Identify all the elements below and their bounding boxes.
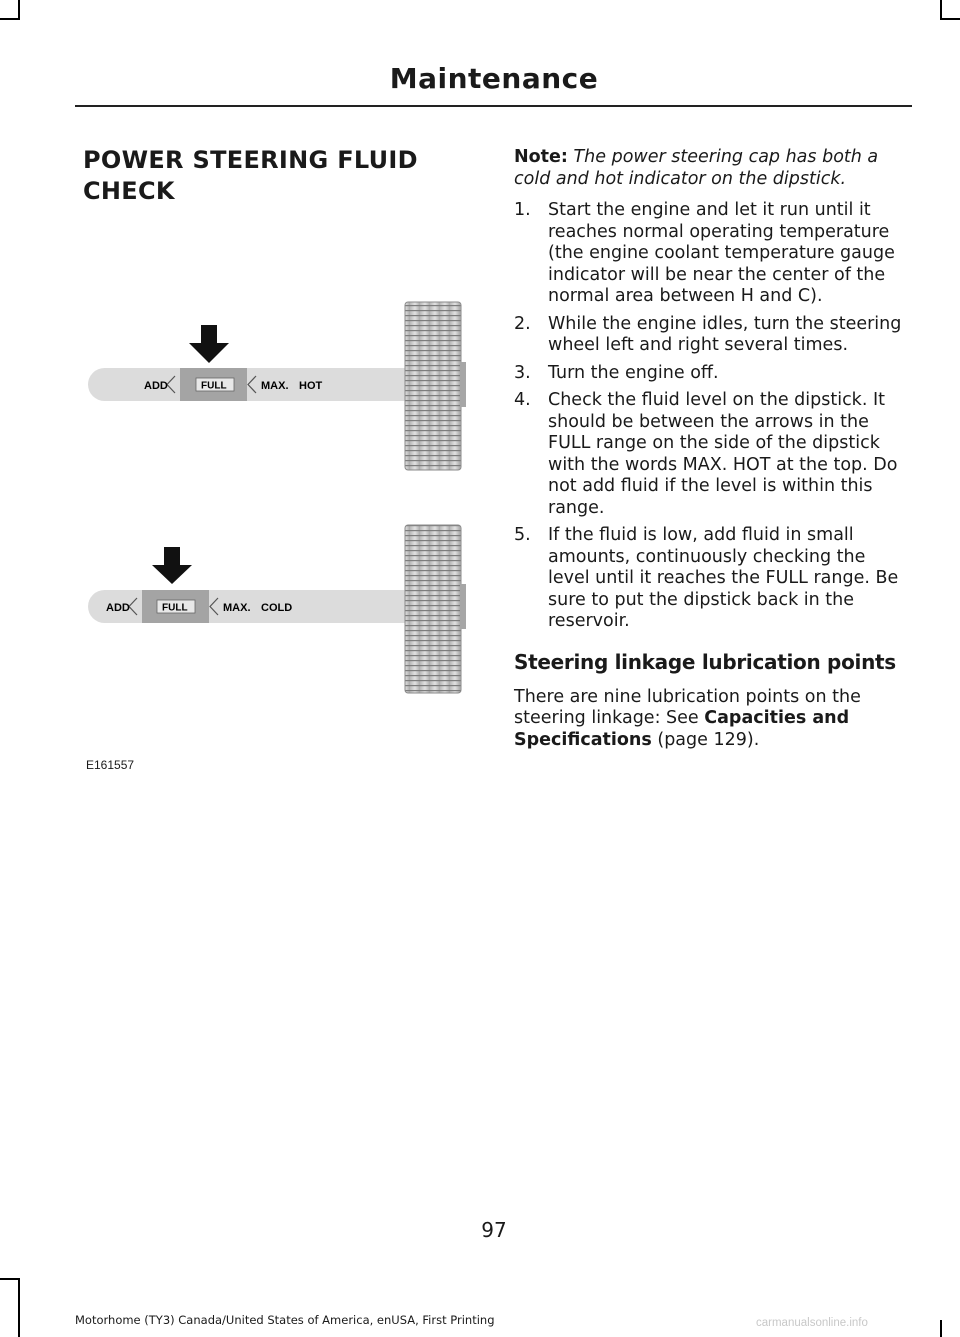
subsection-paragraph — [514, 687, 910, 752]
crop-mark — [18, 0, 20, 20]
list-item — [514, 314, 910, 357]
crop-mark — [940, 0, 942, 20]
crop-mark — [18, 1278, 20, 1337]
crop-mark — [940, 1320, 942, 1337]
header-divider — [75, 105, 912, 107]
step-text: Turn the engine off. — [548, 362, 719, 383]
hot-add-label: ADD — [144, 380, 168, 392]
step-number: 1. — [514, 200, 531, 220]
steps-list — [514, 200, 910, 633]
crop-mark — [0, 1278, 18, 1280]
hot-dipstick — [88, 302, 466, 470]
crop-mark — [0, 18, 18, 20]
cold-full-label: FULL — [162, 602, 188, 614]
section-title: POWER STEERING FLUID CHECK — [83, 146, 418, 205]
step-text: Check the fluid level on the dipstick. It should be between the arrows in the FULL range on the side of the dipstick with the words MAX. HOT at the top. Do not add fluid if the level is within this range. — [548, 390, 898, 518]
note-text: The power steering cap has both a cold and hot indicator on the dipstick. — [514, 147, 879, 189]
list-item — [514, 200, 910, 308]
dipstick-figure — [80, 292, 470, 772]
crop-mark — [942, 18, 960, 20]
hot-max-label: MAX. — [261, 380, 289, 392]
hot-temp-label: HOT — [299, 380, 323, 392]
footer-text: Motorhome (TY3) Canada/United States of America, enUSA, First Printing — [75, 1313, 495, 1327]
step-number: 2. — [514, 313, 531, 334]
list-item — [514, 525, 910, 633]
subsection-title: Steering linkage lubrication points — [514, 649, 896, 674]
list-item — [514, 363, 910, 385]
note-label: Note: — [514, 147, 568, 167]
watermark: carmanualsonline.info — [756, 1317, 868, 1329]
list-item — [514, 390, 910, 519]
cold-add-label: ADD — [106, 602, 130, 614]
step-number: 3. — [514, 362, 531, 383]
cold-dipstick — [88, 525, 466, 693]
cold-max-label: MAX. — [223, 602, 251, 614]
cold-temp-label: COLD — [261, 602, 293, 614]
hot-full-label: FULL — [201, 380, 227, 392]
page-reference: (page 129). — [657, 729, 760, 750]
down-arrow-icon — [152, 547, 192, 584]
step-number: 4. — [514, 390, 531, 410]
down-arrow-icon — [189, 325, 229, 363]
page-number: 97 — [481, 1218, 507, 1242]
page-header-title: Maintenance — [389, 62, 599, 95]
instructions-column — [514, 147, 910, 751]
step-number: 5. — [514, 525, 531, 545]
capacities-link[interactable]: Capacities and Specifications — [514, 708, 850, 750]
paragraph-text: There are nine lubrication points on the steering linkage: See — [514, 686, 861, 728]
step-text: Start the engine and let it run until it reaches normal operating temperature (the engine coolant temperature gauge indicator will be near the center of the normal area between H and C). — [548, 200, 895, 306]
figure-code: E161557 — [86, 758, 135, 772]
note — [514, 147, 910, 190]
step-text: If the fluid is low, add fluid in small amounts, continuously checking the level until it reaches the FULL range. Be sure to put the dipstick back in the reservoir. — [548, 525, 899, 631]
step-text: While the engine idles, turn the steering wheel left and right several times. — [548, 313, 902, 355]
